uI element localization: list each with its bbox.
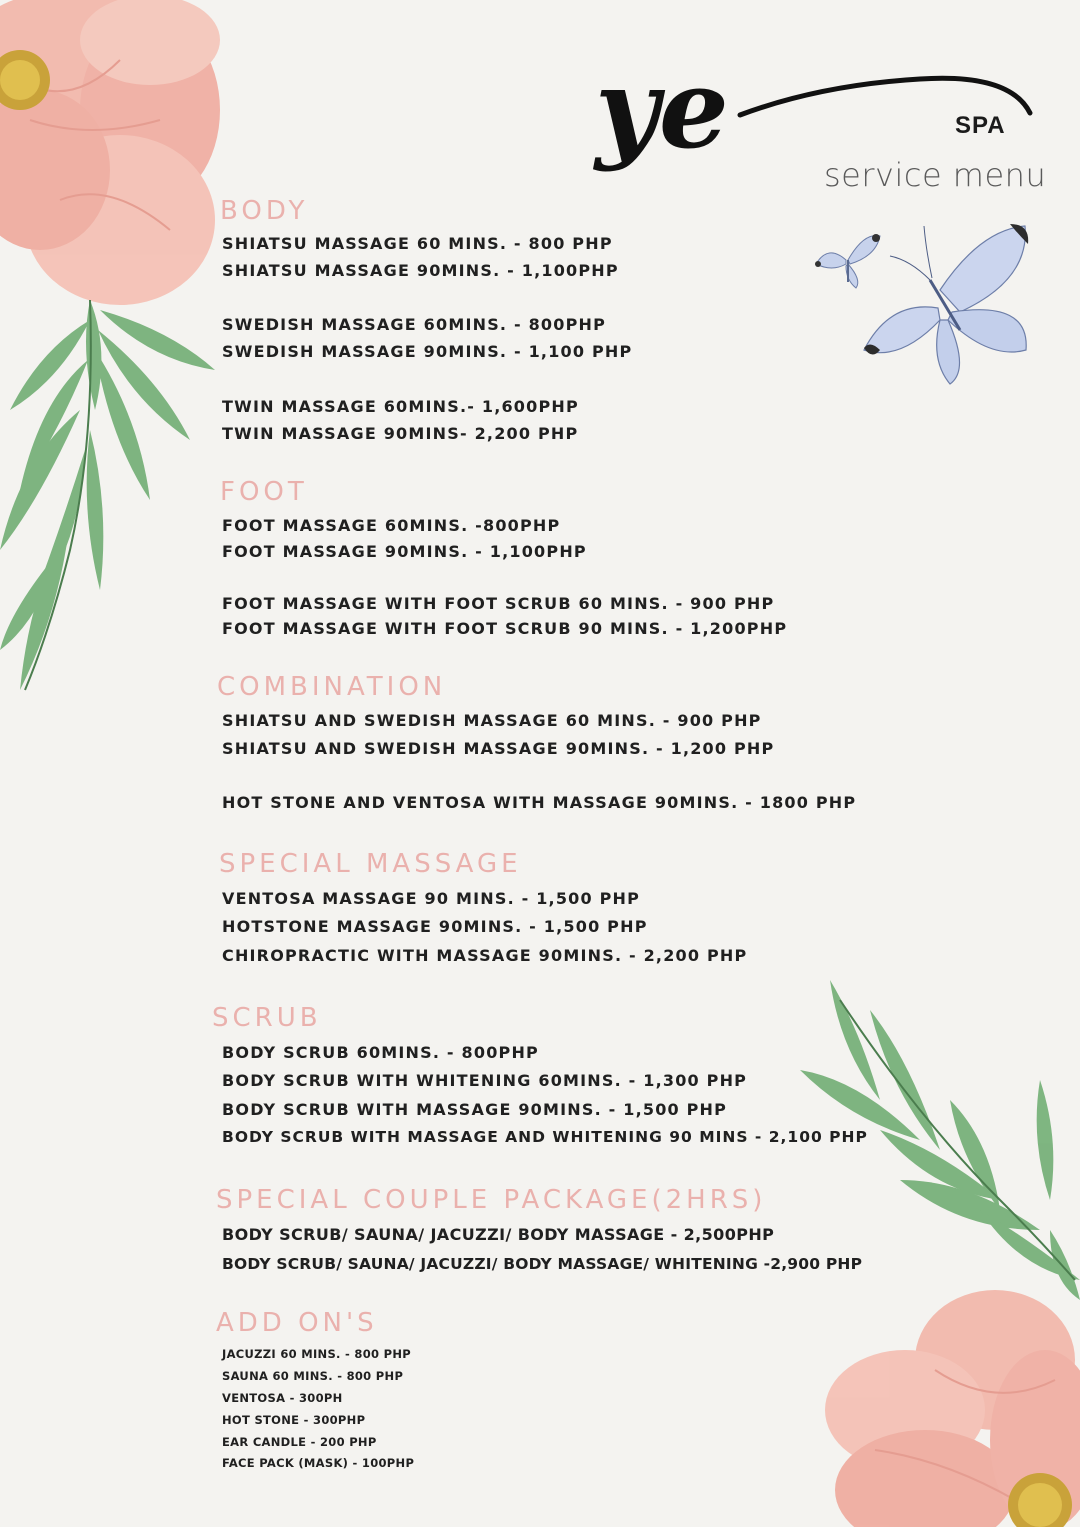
menu-item: SHIATSU AND SWEDISH MASSAGE 60 MINS. - 900 PHP — [222, 711, 762, 730]
menu-item: FOOT MASSAGE 60MINS. -800PHP — [222, 516, 561, 535]
flower-bottom-right-icon — [815, 1290, 1080, 1527]
menu-item: SHIATSU AND SWEDISH MASSAGE 90MINS. - 1,200 PHP — [222, 739, 775, 758]
menu-item: HOT STONE - 300PHP — [222, 1413, 366, 1427]
menu-item: BODY SCRUB/ SAUNA/ JACUZZI/ BODY MASSAGE - 2,500PHP — [222, 1225, 775, 1244]
menu-item: BODY SCRUB WITH MASSAGE AND WHITENING 90 MINS - 2,100 PHP — [222, 1128, 868, 1146]
menu-item: JACUZZI 60 MINS. - 800 PHP — [222, 1347, 411, 1361]
heading-scrub: SCRUB — [212, 1003, 322, 1033]
menu-item: BODY SCRUB WITH WHITENING 60MINS. - 1,300 PHP — [222, 1071, 748, 1090]
menu-item: SAUNA 60 MINS. - 800 PHP — [222, 1369, 404, 1383]
menu-item: TWIN MASSAGE 60MINS.- 1,600PHP — [222, 397, 579, 416]
menu-item: VENTOSA - 300PH — [222, 1391, 343, 1405]
menu-item: BODY SCRUB/ SAUNA/ JACUZZI/ BODY MASSAGE/ WHITENING -2,900 PHP — [222, 1255, 863, 1273]
menu-item: TWIN MASSAGE 90MINS- 2,200 PHP — [222, 424, 579, 443]
menu-item: SHIATSU MASSAGE 60 MINS. - 800 PHP — [222, 234, 613, 253]
menu-item: HOT STONE AND VENTOSA WITH MASSAGE 90MINS. - 1800 PHP — [222, 793, 857, 812]
heading-foot: FOOT — [220, 477, 308, 507]
menu-item: SWEDISH MASSAGE 90MINS. - 1,100 PHP — [222, 342, 633, 361]
heading-add-ons: ADD ON'S — [216, 1308, 378, 1338]
butterfly-large-icon — [860, 220, 1032, 388]
heading-special-massage: SPECIAL MASSAGE — [219, 849, 522, 879]
flower-top-left-icon — [0, 0, 240, 320]
heading-couple-package: SPECIAL COUPLE PACKAGE(2HRS) — [216, 1185, 767, 1215]
leaves-left-icon — [0, 290, 230, 710]
menu-item: HOTSTONE MASSAGE 90MINS. - 1,500 PHP — [222, 917, 648, 936]
menu-item: FACE PACK (MASK) - 100PHP — [222, 1456, 415, 1470]
heading-combination: COMBINATION — [217, 672, 447, 702]
menu-item: VENTOSA MASSAGE 90 MINS. - 1,500 PHP — [222, 889, 641, 908]
menu-item: SHIATSU MASSAGE 90MINS. - 1,100PHP — [222, 261, 619, 280]
service-menu-subtitle: service menu — [824, 156, 1047, 194]
menu-item: EAR CANDLE - 200 PHP — [222, 1435, 377, 1449]
menu-item: BODY SCRUB WITH MASSAGE 90MINS. - 1,500 PHP — [222, 1100, 728, 1119]
menu-item: BODY SCRUB 60MINS. - 800PHP — [222, 1043, 539, 1062]
brand-spa: SPA — [955, 112, 1006, 139]
brand-logo-text: ye — [595, 55, 729, 173]
heading-body: BODY — [220, 196, 309, 226]
menu-item: FOOT MASSAGE WITH FOOT SCRUB 90 MINS. - 1,200PHP — [222, 619, 788, 638]
menu-item: CHIROPRACTIC WITH MASSAGE 90MINS. - 2,200 PHP — [222, 946, 748, 965]
menu-item: FOOT MASSAGE 90MINS. - 1,100PHP — [222, 542, 587, 561]
menu-item: SWEDISH MASSAGE 60MINS. - 800PHP — [222, 315, 607, 334]
menu-item: FOOT MASSAGE WITH FOOT SCRUB 60 MINS. - 900 PHP — [222, 594, 775, 613]
